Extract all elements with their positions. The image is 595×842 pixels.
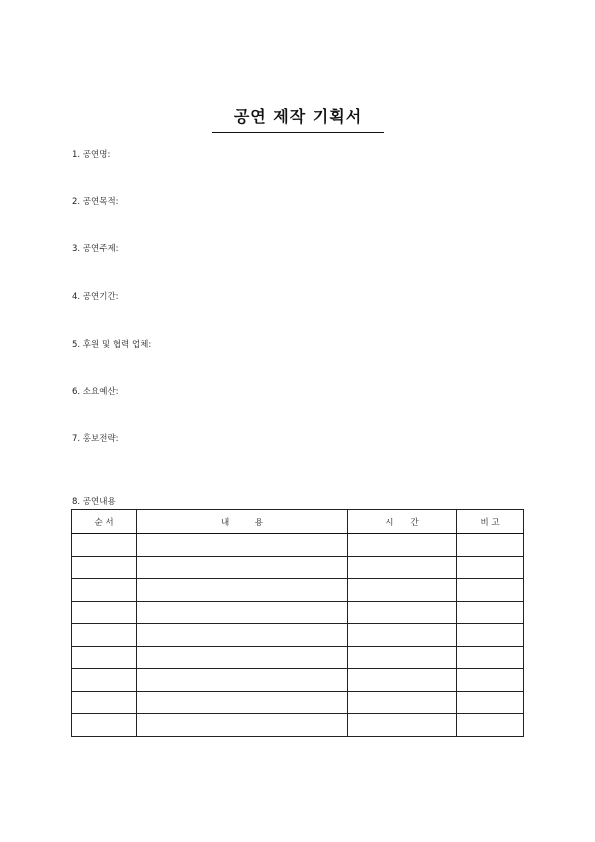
cell-content bbox=[137, 601, 348, 624]
section-performance-content: 8. 공연내용 bbox=[72, 497, 116, 507]
cell-time bbox=[348, 714, 457, 737]
table-row bbox=[72, 714, 524, 737]
cell-order bbox=[72, 579, 137, 602]
cell-remarks bbox=[457, 714, 524, 737]
cell-order bbox=[72, 624, 137, 647]
cell-time bbox=[348, 579, 457, 602]
cell-order bbox=[72, 646, 137, 669]
cell-remarks bbox=[457, 579, 524, 602]
cell-content bbox=[137, 646, 348, 669]
cell-order bbox=[72, 534, 137, 557]
field-performance-theme: 3. 공연주제: bbox=[72, 244, 119, 254]
header-time: 시 간 bbox=[348, 510, 457, 534]
table-row bbox=[72, 624, 524, 647]
cell-content bbox=[137, 691, 348, 714]
cell-time bbox=[348, 624, 457, 647]
table-row bbox=[72, 691, 524, 714]
cell-time bbox=[348, 646, 457, 669]
cell-time bbox=[348, 669, 457, 692]
cell-content bbox=[137, 669, 348, 692]
table-row bbox=[72, 534, 524, 557]
header-content: 내 용 bbox=[137, 510, 348, 534]
table-row bbox=[72, 556, 524, 579]
cell-remarks bbox=[457, 691, 524, 714]
document-title: 공연 제작 기획서 bbox=[212, 104, 384, 133]
table-row bbox=[72, 601, 524, 624]
cell-remarks bbox=[457, 646, 524, 669]
cell-remarks bbox=[457, 624, 524, 647]
cell-order bbox=[72, 714, 137, 737]
header-order: 순 서 bbox=[72, 510, 137, 534]
table-header-row bbox=[72, 510, 524, 534]
cell-content bbox=[137, 714, 348, 737]
field-promotion-strategy: 7. 홍보전략: bbox=[72, 434, 119, 444]
performance-content-table bbox=[71, 509, 524, 737]
cell-remarks bbox=[457, 601, 524, 624]
cell-content bbox=[137, 534, 348, 557]
cell-time bbox=[348, 691, 457, 714]
cell-remarks bbox=[457, 669, 524, 692]
cell-order bbox=[72, 601, 137, 624]
cell-content bbox=[137, 556, 348, 579]
field-sponsors: 5. 후원 및 협력 업체: bbox=[72, 340, 152, 350]
cell-content bbox=[137, 624, 348, 647]
field-performance-purpose: 2. 공연목적: bbox=[72, 197, 119, 207]
table-row bbox=[72, 669, 524, 692]
cell-order bbox=[72, 556, 137, 579]
table-row bbox=[72, 646, 524, 669]
cell-time bbox=[348, 534, 457, 557]
cell-order bbox=[72, 691, 137, 714]
header-remarks: 비 고 bbox=[457, 510, 524, 534]
cell-time bbox=[348, 601, 457, 624]
field-performance-period: 4. 공연기간: bbox=[72, 292, 119, 302]
field-budget: 6. 소요예산: bbox=[72, 387, 119, 397]
cell-time bbox=[348, 556, 457, 579]
cell-order bbox=[72, 669, 137, 692]
table-row bbox=[72, 579, 524, 602]
field-performance-name: 1. 공연명: bbox=[72, 150, 111, 160]
cell-remarks bbox=[457, 556, 524, 579]
cell-remarks bbox=[457, 534, 524, 557]
cell-content bbox=[137, 579, 348, 602]
table-body bbox=[72, 534, 524, 737]
